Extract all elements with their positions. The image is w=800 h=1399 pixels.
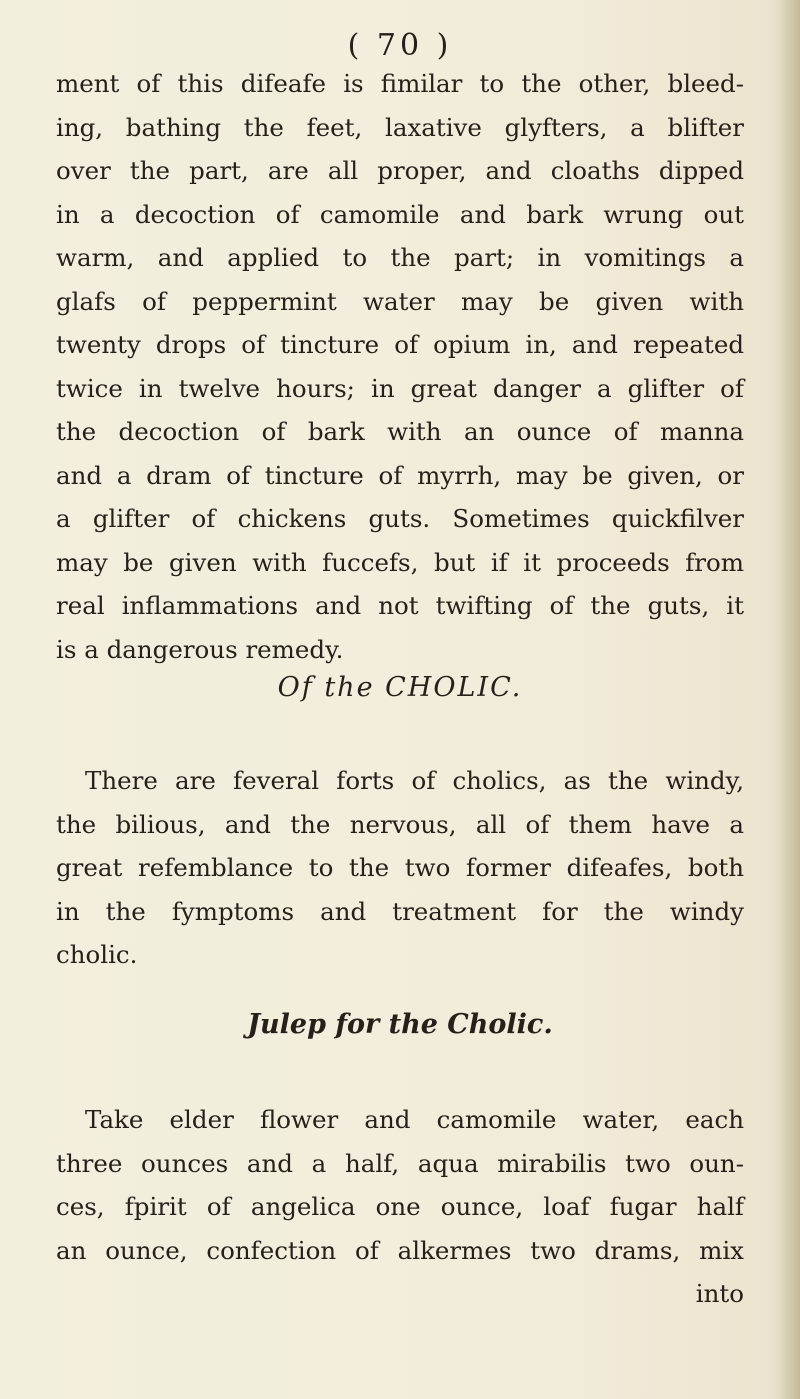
text-line: There are feveral forts of cholics, as the windy,	[85, 766, 744, 795]
text-line: over the part, are all proper, and cloaths dipped	[56, 156, 744, 185]
text-line: ment of this difeafe is fimilar to the other, bleed-	[56, 69, 744, 98]
text-line: a glifter of chickens guts. Sometimes quickfilver	[56, 504, 744, 533]
page-number: ( 70 )	[347, 28, 453, 63]
text-line: the bilious, and the nervous, all of them have a	[56, 809, 744, 839]
text-line: great refemblance to the two former difeafes, both	[56, 853, 744, 882]
text-line: may be given with fuccefs, but if it proceeds from	[56, 547, 744, 577]
text-line: cholic.	[56, 940, 138, 969]
text-line: ces, fpirit of angelica one ounce, loaf fugar half	[56, 1192, 744, 1221]
text-line: in a decoction of camomile and bark wrung out	[56, 199, 744, 229]
text-line: twenty drops of tincture of opium in, and repeated	[56, 330, 744, 359]
section-heading-cholic: Of the CHOLIC.	[277, 672, 523, 703]
text-line: is a dangerous remedy.	[56, 634, 344, 664]
paragraph-julep-recipe	[56, 1098, 744, 1316]
text-line: and a dram of tincture of myrrh, may be given, or	[56, 460, 744, 490]
text-line: the decoction of bark with an ounce of manna	[56, 417, 744, 446]
text-line: real inflammations and not twifting of the guts, it	[56, 591, 744, 620]
text-line: Take elder flower and camomile water, each	[85, 1105, 744, 1134]
paragraph-treatment-continued	[56, 62, 744, 671]
text-line: an ounce, confection of alkermes two drams, mix	[56, 1235, 744, 1265]
section-heading-julep: Julep for the Cholic.	[247, 1009, 553, 1040]
catchword: into	[695, 1279, 744, 1308]
text-line: in the fymptoms and treatment for the windy	[56, 896, 744, 926]
text-line: warm, and applied to the part; in vomitings a	[56, 243, 744, 272]
text-line: ing, bathing the feet, laxative glyfters, a blifter	[56, 112, 744, 142]
text-line: glafs of peppermint water may be given with	[56, 286, 744, 316]
text-line: three ounces and a half, aqua mirabilis two oun-	[56, 1148, 744, 1178]
paragraph-cholic-description	[56, 759, 744, 977]
text-line: twice in twelve hours; in great danger a glifter of	[56, 373, 744, 403]
